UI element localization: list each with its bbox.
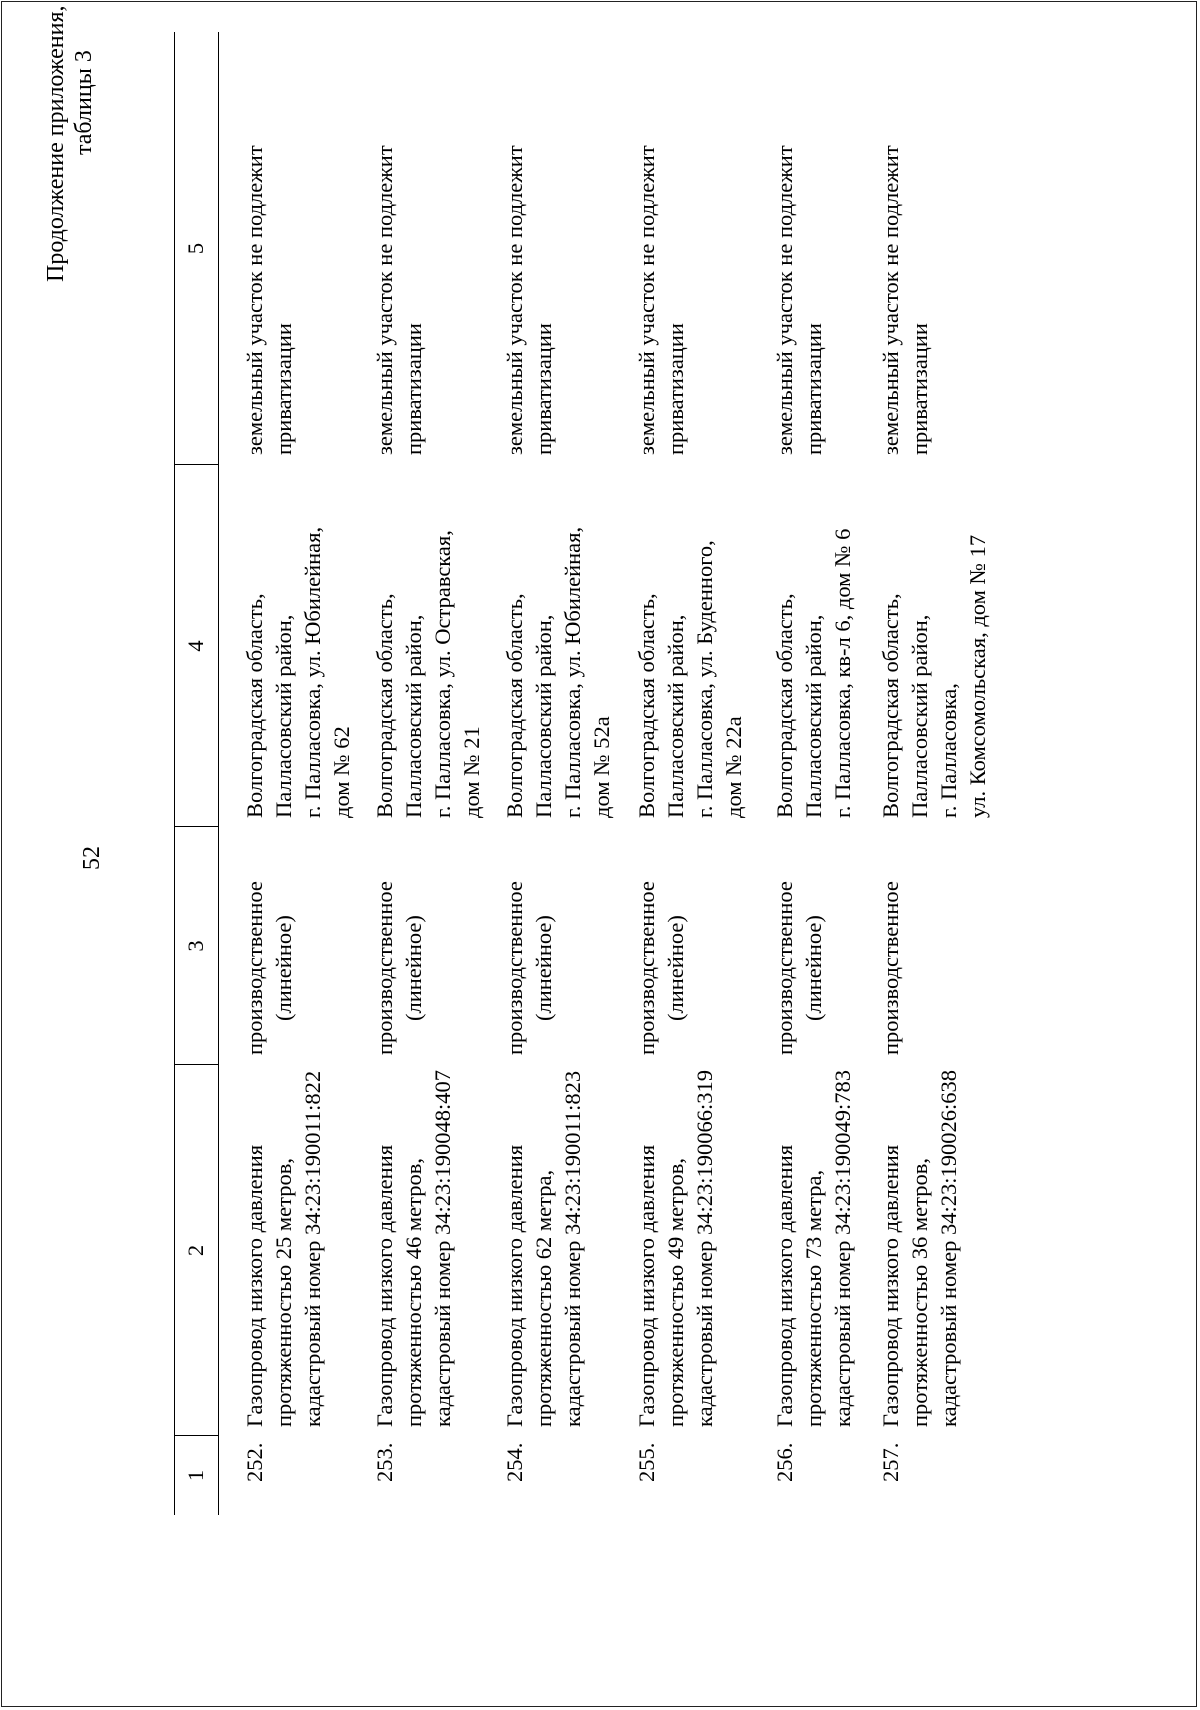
continuation-label-line1: Продолжение приложения, [43,5,69,282]
object-purpose: производственное (линейное) [502,881,556,1055]
column-header-4: 4 [183,640,208,652]
row-number: 253. [372,1442,397,1482]
table-header-bottom-border [218,32,219,1515]
row-number: 252. [242,1442,267,1482]
object-purpose: производственное [878,881,903,1055]
column-header-1: 1 [183,1469,208,1482]
table-top-border [174,32,175,1515]
object-address: Волгоградская область, Палласовский район, г. Палласовка, ул. Остравская, дом № 21 [372,530,484,818]
object-note: земельный участок не подлежит приватизации [634,145,688,455]
object-purpose: производственное (линейное) [772,881,826,1055]
row-number: 255. [634,1442,659,1482]
object-name: Газопровод низкого давления протяженностью 36 метров, кадастровый номер 34:23:190026:638 [878,1070,961,1427]
object-address: Волгоградская область, Палласовский район, г. Палласовка, ул. Комсомольская, дом № 17 [878,534,990,818]
object-name: Газопровод низкого давления протяженностью 25 метров, кадастровый номер 34:23:190011:822 [242,1070,325,1427]
object-name: Газопровод низкого давления протяженностью 62 метра, кадастровый номер 34:23:190011:823 [502,1070,585,1427]
object-note: земельный участок не подлежит приватизации [372,145,426,455]
page-number: 52 [79,846,105,870]
object-address: Волгоградская область, Палласовский район, г. Палласовка, ул. Юбилейная, дом № 52а [502,526,614,818]
object-address: Волгоградская область, Палласовский район, г. Палласовка, ул. Юбилейная, дом № 62 [242,526,354,818]
column-header-3: 3 [183,940,208,952]
column-header-5: 5 [183,242,208,255]
object-address: Волгоградская область, Палласовский район, г. Палласовка, кв-л 6, дом № 6 [772,528,855,818]
object-purpose: производственное (линейное) [372,881,426,1055]
row-number: 254. [502,1442,527,1482]
object-name: Газопровод низкого давления протяженностью 73 метра, кадастровый номер 34:23:190049:783 [772,1070,855,1427]
object-note: земельный участок не подлежит приватизации [772,145,826,455]
row-number: 256. [772,1442,797,1482]
object-note: земельный участок не подлежит приватизации [878,145,932,455]
object-purpose: производственное (линейное) [634,881,688,1055]
object-name: Газопровод низкого давления протяженностью 46 метров, кадастровый номер 34:23:190048:407 [372,1070,455,1427]
continuation-label-line2: таблицы 3 [71,50,97,155]
object-note: земельный участок не подлежит приватизации [242,145,296,455]
object-name: Газопровод низкого давления протяженностью 49 метров, кадастровый номер 34:23:190066:319 [634,1070,717,1427]
column-header-2: 2 [183,1244,208,1257]
object-address: Волгоградская область, Палласовский район, г. Палласовка, ул. Буденного, дом № 22а [634,540,746,818]
object-note: земельный участок не подлежит приватизации [502,145,556,455]
row-number: 257. [878,1442,903,1482]
object-purpose: производственное (линейное) [242,881,296,1055]
